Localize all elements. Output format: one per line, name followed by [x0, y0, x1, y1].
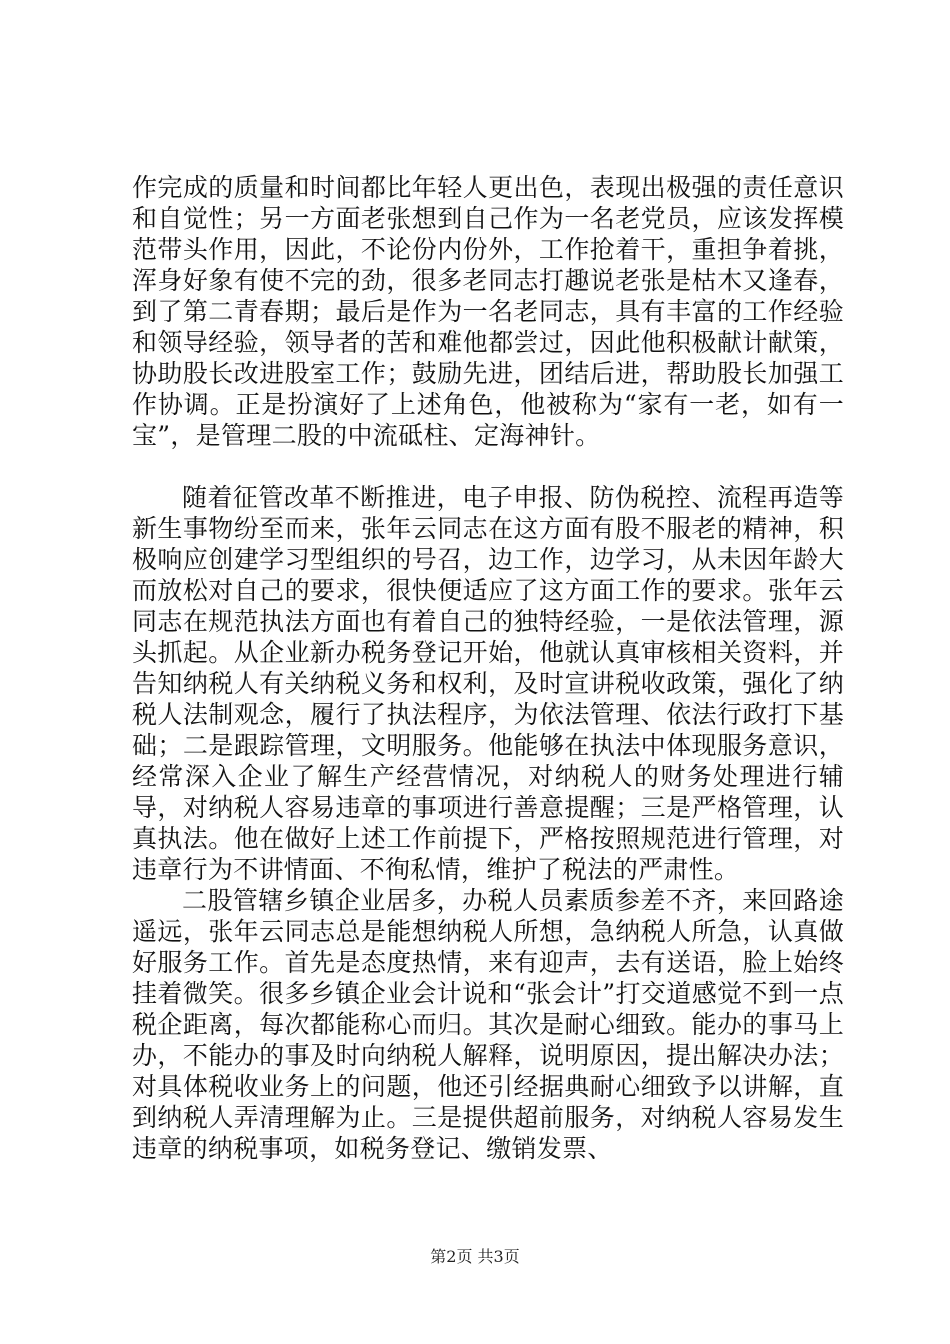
paragraph-service: 二股管辖乡镇企业居多，办税人员素质参差不齐，来回路途遥远，张年云同志总是能想纳税人所想，急纳税人所急，认真做好服务工作。首先是态度热情，来有迎声，去有送语，脸上始终挂着微笑。很多乡镇企业会计说和“张会计”打交道感觉不到一点税企距离，每次都能称心而归。其次是耐心细致。能办的事马上办，不能办的事及时向纳税人解释，说明原因，提出解决办法；对具体税收业务上的问题，他还引经据典耐心细致予以讲解，直到纳税人弄清理解为止。三是提供超前服务，对纳税人容易发生违章的纳税事项，如税务登记、缴销发票、: [132, 886, 844, 1163]
paragraph-continuation: 作完成的质量和时间都比年轻人更出色，表现出极强的责任意识和自觉性；另一方面老张想到自己作为一名老党员，应该发挥模范带头作用，因此，不论份内份外，工作抢着干，重担争着挑，浑身好象有使不完的劲，很多老同志打趣说老张是枯木又逢春，到了第二青春期；最后是作为一名老同志，具有丰富的工作经验和领导经验，领导者的苦和难他都尝过，因此他积极献计献策，协助股长改进股室工作；鼓励先进，团结后进，帮助股长加强工作协调。正是扮演好了上述角色，他被称为“家有一老，如有一宝”，是管理二股的中流砥柱、定海神针。: [132, 173, 844, 450]
paragraph-tax-reform: 随着征管改革不断推进，电子申报、防伪税控、流程再造等新生事物纷至而来，张年云同志在这方面有股不服老的精神，积极响应创建学习型组织的号召，边工作，边学习，从未因年龄大而放松对自己的要求，很快便适应了这方面工作的要求。张年云同志在规范执法方面也有着自己的独特经验，一是依法管理，源头抓起。从企业新办税务登记开始，他就认真审核相关资料，并告知纳税人有关纳税义务和权利，及时宣讲税收政策，强化了纳税人法制观念，履行了执法程序，为依法管理、依法行政打下基础；二是跟踪管理，文明服务。他能够在执法中体现服务意识，经常深入企业了解生产经营情况，对纳税人的财务处理进行辅导，对纳税人容易违章的事项进行善意提醒；三是严格管理，认真执法。他在做好上述工作前提下，严格按照规范进行管理，对违章行为不讲情面、不徇私情，维护了税法的严肃性。: [132, 483, 844, 884]
text-section-2: [132, 482, 844, 1164]
page-footer: [0, 1244, 950, 1267]
page-number: 第2页 共3页: [430, 1247, 520, 1266]
text-section-1: [132, 172, 844, 451]
